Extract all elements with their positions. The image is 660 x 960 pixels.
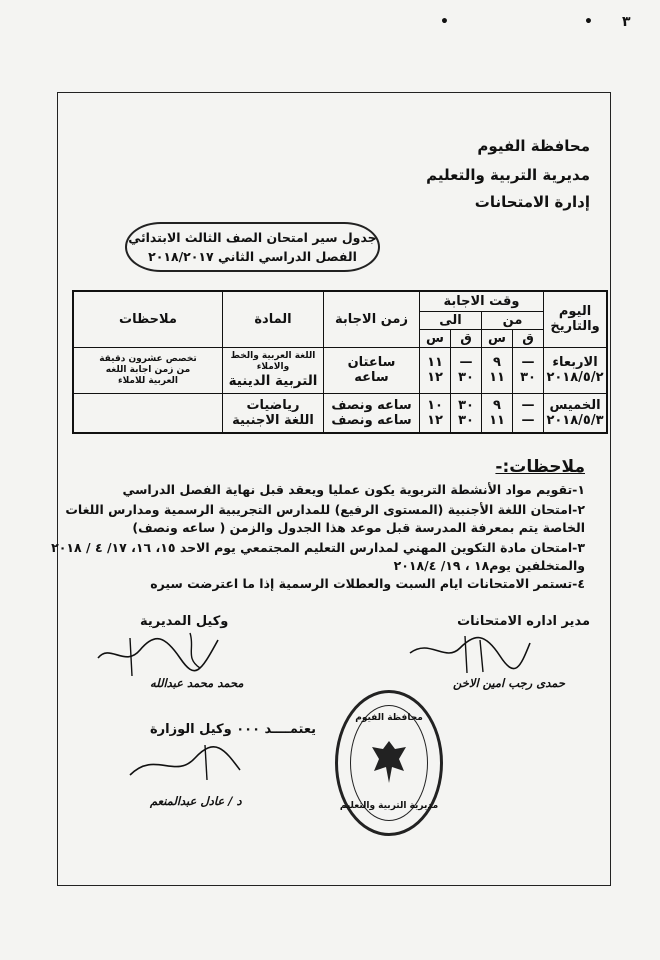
cell-value: ساعه ونصف <box>331 412 412 428</box>
row-duration <box>324 393 420 433</box>
cell-value: رياضيات <box>246 397 300 413</box>
schedule-title-line1: جدول سير امتحان الصف الثالث الابتدائي <box>128 230 377 245</box>
exams-director-title: مدير اداره الامتحانات <box>457 614 590 629</box>
table-row <box>73 347 607 393</box>
row-to-q <box>451 393 482 433</box>
cell-value: اللغة العربية والخط والاملاء <box>230 351 316 372</box>
note-item: ٤-تستمر الامتحانات ايام السبت والعطلات الرسمية إذا ما اعترضت سيره <box>150 576 585 591</box>
row-date: ٢٠١٨/٥/٣ <box>546 412 604 428</box>
cell-value: التربية الدينية <box>228 373 318 389</box>
cell-value: اللغة الاجنبية <box>232 412 314 428</box>
corner-mark: • <box>440 14 449 30</box>
row-from-q <box>513 393 544 433</box>
note-item: الخاصة يتم بمعرفة المدرسة قبل موعد هذا الجدول والزمن ( ساعه ونصف) <box>132 520 585 535</box>
note-item: ١-تقويم مواد الأنشطة التربوية يكون عمليا ويعقد قبل نهاية الفصل الدراسي <box>122 482 585 497</box>
directorate-heading: مديرية التربية والتعليم <box>426 166 590 184</box>
row-from-s <box>482 393 513 433</box>
row-to-s <box>420 347 451 393</box>
cell-value: — <box>521 397 535 413</box>
note-item: والمتخلفين يوم١٨ ، ١٩/ ٢٠١٨/٤ <box>393 558 585 573</box>
cell-value: ٩ <box>493 355 501 370</box>
cell-value: ١٢ <box>427 370 443 385</box>
cell-value: ٣٠ <box>458 412 474 428</box>
deputy-director-name: محمد محمد عبدالله <box>150 676 244 690</box>
exam-schedule-table <box>72 290 608 434</box>
cell-value: العربية للاملاء <box>117 375 178 386</box>
row-date: ٢٠١٨/٥/٢ <box>546 370 604 385</box>
approval-title: يعتمــــد ٠٠٠ وكيل الوزارة <box>150 722 317 737</box>
header-to-s: س <box>420 329 451 347</box>
row-to-s <box>420 393 451 433</box>
cell-value: ١١ <box>489 370 505 385</box>
cell-value: من زمن اجابة اللغه <box>105 364 191 375</box>
header-duration: زمن الاجابة <box>324 291 420 347</box>
schedule-title-line2: الفصل الدراسي الثاني ٢٠١٨/٢٠١٧ <box>148 249 357 264</box>
header-date: والتاريخ <box>550 319 600 335</box>
approval-signature <box>125 740 245 790</box>
cell-value: ساعه <box>354 370 389 385</box>
row-day-date <box>544 393 608 433</box>
cell-value: تخصص عشرون دقيقة <box>99 353 197 364</box>
header-to: الى <box>420 311 482 329</box>
deputy-director-signature <box>90 628 225 683</box>
cell-value: — <box>459 355 473 370</box>
header-from-s: س <box>482 329 513 347</box>
header-notes: ملاحظات <box>73 291 223 347</box>
header-subject: المادة <box>223 291 324 347</box>
note-item: ٢-امتحان اللغة الأجنبية (المستوى الرفيع) للمدارس التجريبية الرسمية ومدارس اللغات <box>65 502 585 517</box>
deputy-director-title: وكيل المديرية <box>140 614 229 629</box>
header-from-q: ق <box>513 329 544 347</box>
cell-value: ٩ <box>493 397 501 413</box>
exams-director-signature <box>405 628 535 678</box>
stamp-bottom-text: مديرية التربية والتعليم <box>339 801 439 811</box>
note-item: ٣-امتحان مادة التكوين المهني لمدارس التعليم المجتمعي يوم الاحد ١٥، ١٦، ١٧/ ٤ / ٢٠١٨ <box>51 540 585 555</box>
header-from: من <box>482 311 544 329</box>
corner-mark: ٣ <box>622 14 631 30</box>
header-day-date <box>544 291 608 347</box>
row-note <box>73 347 223 393</box>
schedule-title <box>125 222 380 272</box>
header-day: اليوم <box>558 304 592 320</box>
cell-value: ١١ <box>427 355 443 370</box>
exams-director-name: حمدى رجب امين الاخن <box>453 676 565 690</box>
cell-value: ٣٠ <box>458 397 474 413</box>
cell-value: ٣٠ <box>520 370 536 385</box>
official-stamp <box>335 690 443 836</box>
row-to-q <box>451 347 482 393</box>
header-answer-time: وقت الاجابة <box>420 291 544 311</box>
cell-value: — <box>521 412 535 428</box>
department-heading: إدارة الامتحانات <box>474 193 590 211</box>
cell-value: ساعه ونصف <box>331 397 412 413</box>
cell-value: — <box>521 355 535 370</box>
row-from-q <box>513 347 544 393</box>
cell-value: ١٢ <box>427 412 443 428</box>
row-day-date <box>544 347 608 393</box>
cell-value: ساعتان <box>347 355 396 370</box>
corner-mark: • <box>584 14 593 30</box>
cell-value: ١٠ <box>427 397 443 413</box>
cell-value: ١١ <box>489 412 505 428</box>
stamp-top-text: محافظة الفيوم <box>355 713 423 723</box>
row-note <box>73 393 223 433</box>
notes-title: ملاحظات:- <box>495 457 585 477</box>
row-duration <box>324 347 420 393</box>
header-to-q: ق <box>451 329 482 347</box>
row-subject <box>223 393 324 433</box>
eagle-emblem-icon <box>368 737 410 787</box>
row-from-s <box>482 347 513 393</box>
row-subject <box>223 347 324 393</box>
row-day: الخميس <box>549 397 601 413</box>
table-row <box>73 393 607 433</box>
approval-name: د / عادل عبدالمنعم <box>150 794 242 808</box>
cell-value: ٣٠ <box>458 370 474 385</box>
governorate-heading: محافظة الفيوم <box>477 137 590 155</box>
row-day: الاربعاء <box>552 355 598 370</box>
